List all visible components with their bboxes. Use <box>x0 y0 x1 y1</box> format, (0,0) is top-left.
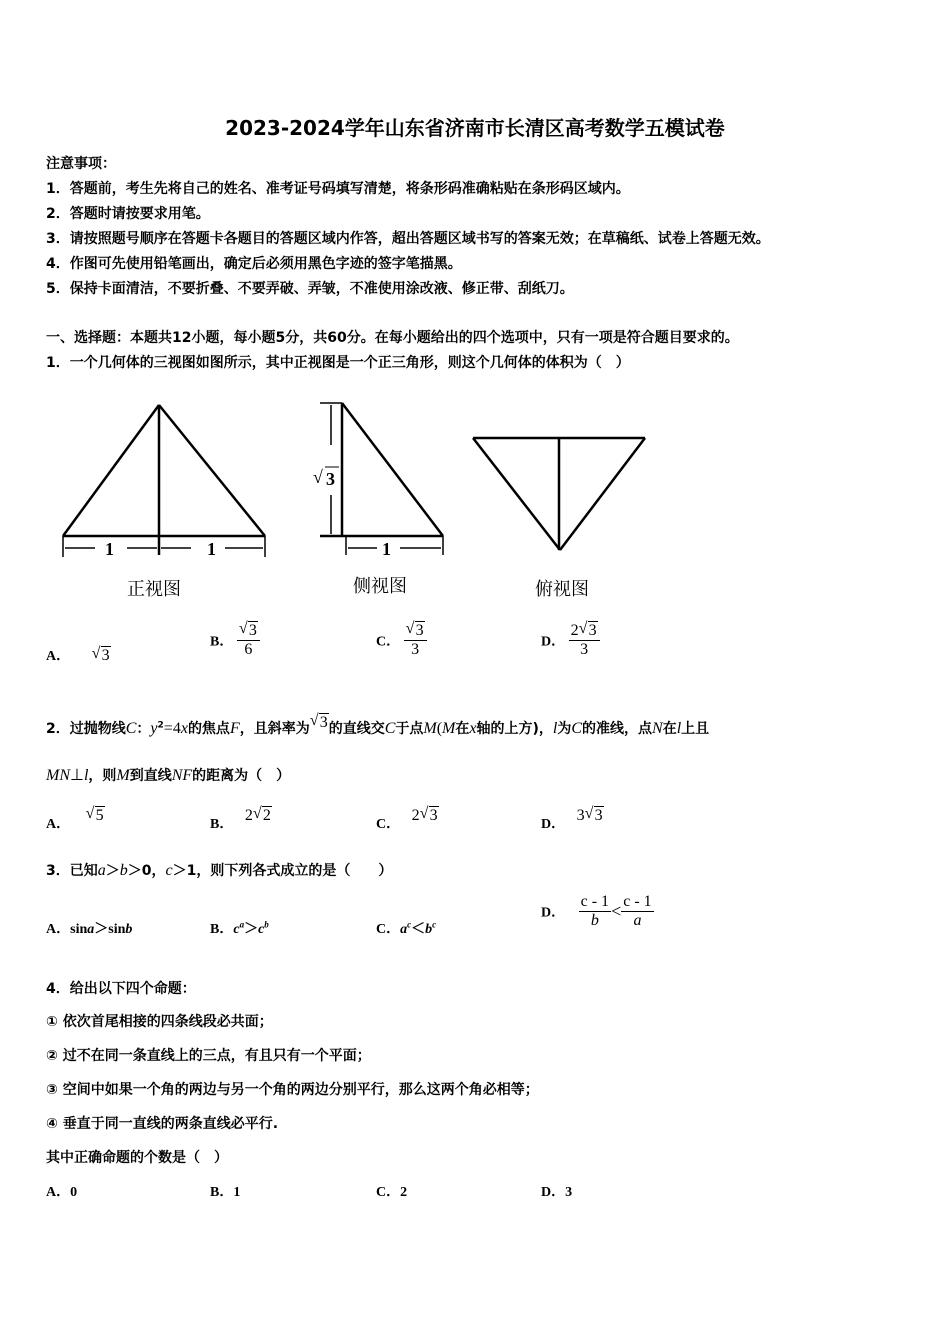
fraction: $\frac{c - 1}{a}$ <box>623 893 652 929</box>
q2-stem-line1: 2．过抛物线C：$y^2=4x$的焦点F，且斜率为 √ 3的直线交C于点M(M在x轴的上方)，l为C的准线，点N在l上且 <box>46 712 710 737</box>
notice-item-4: 4．作图可先使用铅笔画出，确定后必须用黑色字迹的签字笔描黑。 <box>46 256 462 272</box>
fraction: √ 3 3 <box>404 622 427 659</box>
q3-option-b[interactable]: B．$c^a>c^b$ <box>210 919 269 937</box>
q1-option-b[interactable]: B． √ 3 6 <box>210 622 260 659</box>
q4-prop-4: ④ 垂直于同一直线的两条直线必平行. <box>46 1116 279 1132</box>
q4-stem: 4．给出以下四个命题： <box>46 981 196 997</box>
q3-option-d[interactable]: D． $\frac{c - 1}{b}$ < $\frac{c - 1}{a}$ <box>541 893 652 929</box>
q4-option-c[interactable]: C．2 <box>376 1185 408 1200</box>
q2-option-d[interactable]: D． 3 √ 3 <box>541 805 603 832</box>
q2-option-c[interactable]: C． 2 √ 3 <box>376 805 438 832</box>
notice-item-3: 3．请按照题号顺序在答题卡各题目的答题区域内作答，超出答题区域书写的答案无效；在草稿纸、试卷上答题无效。 <box>46 231 770 247</box>
top-view-label: 俯视图 <box>535 579 589 599</box>
fraction: $\frac{c - 1}{b}$ <box>580 893 610 929</box>
side-dim-one: 1 <box>382 539 391 559</box>
q1-stem: 1．一个几何体的三视图如图所示，其中正视图是一个正三角形，则这个几何体的体积为（ ） <box>46 355 630 371</box>
notice-heading: 注意事项： <box>46 156 116 172</box>
q2-option-b[interactable]: B． 2 √ 2 <box>210 805 271 832</box>
three-view-figure <box>55 395 655 610</box>
q4-prop-1: ① 依次首尾相接的四条线段必共面； <box>46 1014 273 1030</box>
fraction: √ 3 6 <box>237 622 260 659</box>
q2-option-a[interactable]: A． √ 5 <box>46 805 104 832</box>
front-dim-left: 1 <box>105 539 114 559</box>
q3-stem: 3．已知a＞b＞0，c＞1，则下列各式成立的是（ ） <box>46 862 393 879</box>
section-heading: 一、选择题：本题共12小题，每小题5分，共60分。在每小题给出的四个选项中，只有一项是符合题目要求的。 <box>46 330 739 346</box>
notice-item-1: 1．答题前，考生先将自己的姓名、准考证号码填写清楚，将条形码准确粘贴在条形码区域内。 <box>46 181 630 197</box>
q4-ask: 其中正确命题的个数是（ ） <box>46 1150 228 1166</box>
q4-option-b[interactable]: B．1 <box>210 1185 241 1200</box>
fraction: 2 √ 3 3 <box>569 622 600 659</box>
q4-option-d[interactable]: D．3 <box>541 1185 573 1200</box>
q4-prop-3: ③ 空间中如果一个角的两边与另一个角的两边分别平行，那么这两个角必相等； <box>46 1082 539 1098</box>
q2-stem-line2: MN⊥l，则M到直线NF的距离为（ ） <box>46 767 291 784</box>
page-title: 2023-2024学年山东省济南市长清区高考数学五模试卷 <box>225 116 725 140</box>
front-view <box>63 405 265 557</box>
q1-option-d[interactable]: D． 2 √ 3 3 <box>541 622 600 659</box>
side-dim-radical: √ <box>313 467 323 487</box>
q1-option-c[interactable]: C． √ 3 3 <box>376 622 427 659</box>
sqrt-expression: √ 3 <box>91 645 110 664</box>
q3-option-c[interactable]: C．$a^c<b^c$ <box>376 919 437 937</box>
side-view <box>320 403 443 555</box>
q4-option-a[interactable]: A．0 <box>46 1185 78 1200</box>
q1-option-a[interactable]: A． √ 3 <box>46 645 110 664</box>
top-view <box>473 438 645 550</box>
front-view-label: 正视图 <box>127 579 181 599</box>
q3-option-a[interactable]: A．sina＞sinb <box>46 922 133 937</box>
notice-item-5: 5．保持卡面清洁，不要折叠、不要弄破、弄皱，不准使用涂改液、修正带、刮纸刀。 <box>46 281 574 297</box>
q4-prop-2: ② 过不在同一条直线上的三点，有且只有一个平面； <box>46 1048 371 1064</box>
front-dim-right: 1 <box>207 539 216 559</box>
side-dim-sqrt3: 3 <box>326 469 335 489</box>
notice-item-2: 2．答题时请按要求用笔。 <box>46 206 210 222</box>
side-view-label: 侧视图 <box>353 576 407 596</box>
